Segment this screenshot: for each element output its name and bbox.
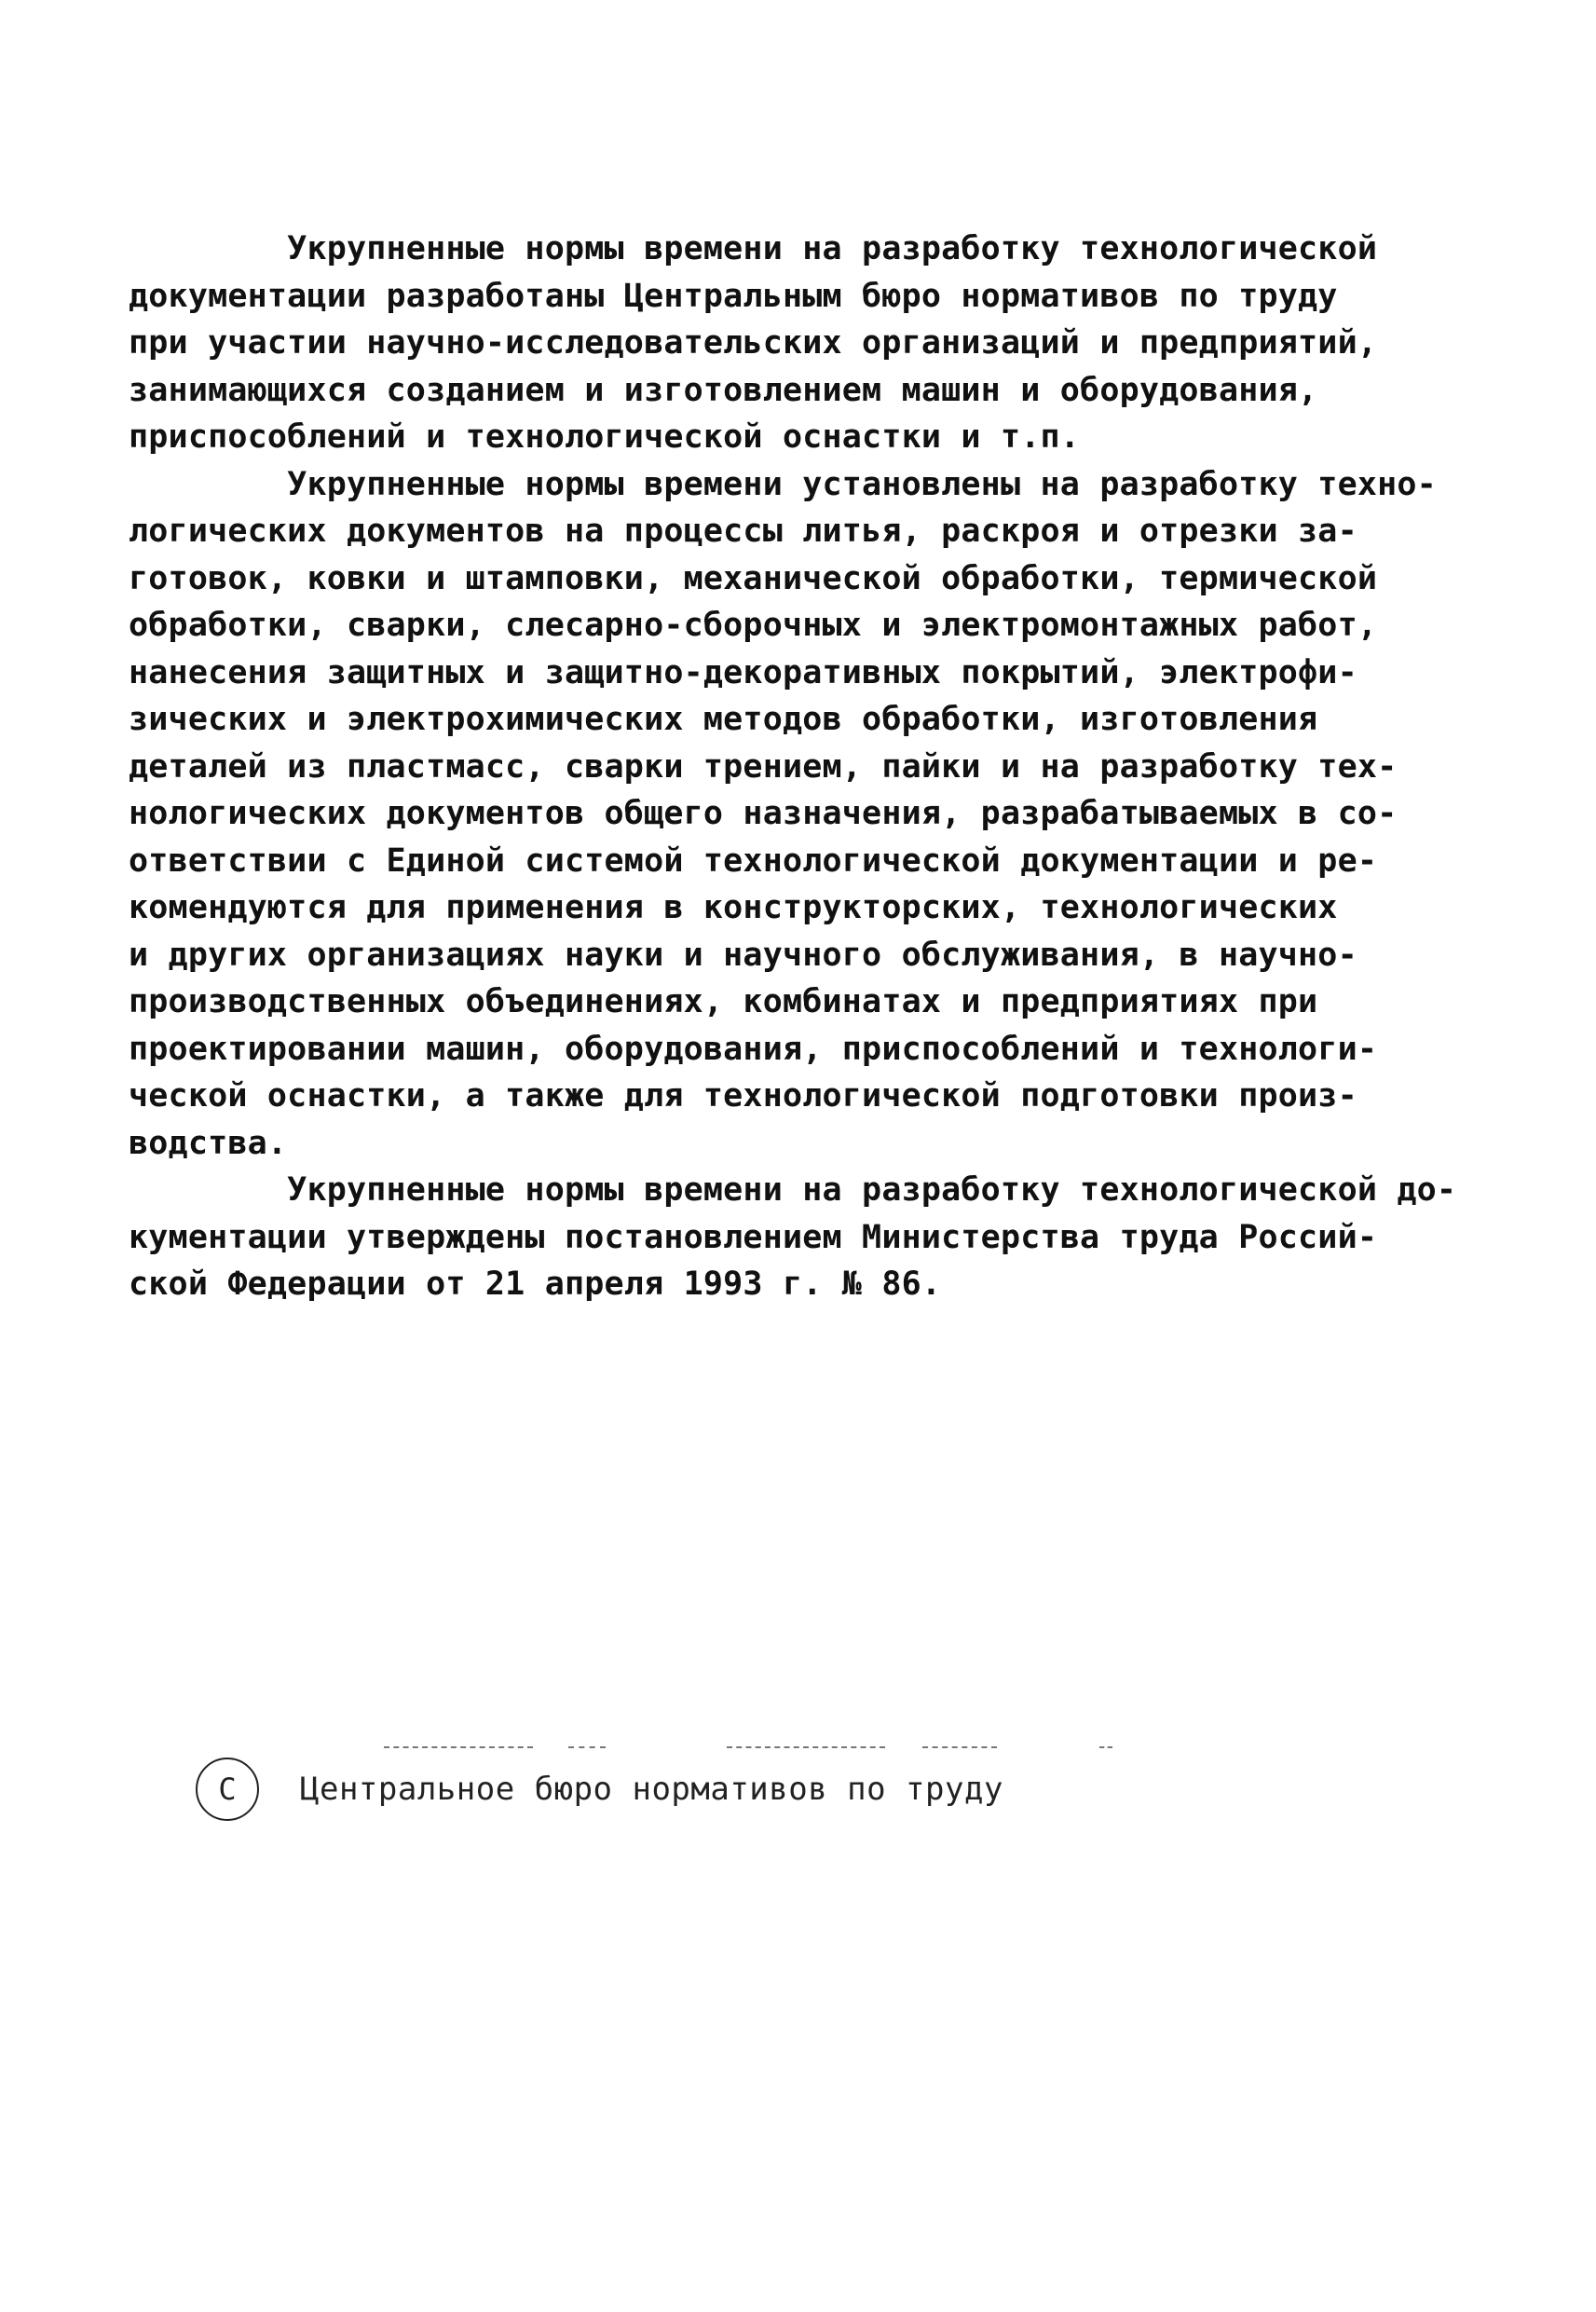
text-line: кументации утверждены постановлением Министерства труда Россий- [129, 1218, 1378, 1256]
text-line: ской Федерации от 21 апреля 1993 г. № 86. [129, 1265, 942, 1303]
copyright-notice [196, 1752, 1003, 1826]
text-line: обработки, сварки, слесарно-сборочных и электромонтажных работ, [129, 607, 1378, 644]
copyright-text: Центральное бюро нормативов по труду [300, 1771, 1003, 1808]
paragraph-2 [129, 461, 1470, 1168]
document-body [129, 226, 1470, 1308]
text-line: деталей из пластмасс, сварки трением, пайки и на разработку тех- [129, 747, 1398, 786]
text-line: нологических документов общего назначения, разрабатываемых в со- [129, 795, 1398, 832]
text-line: готовок, ковки и штамповки, механической обработки, термической [129, 559, 1378, 597]
text-line: логических документов на процессы литья, раскроя и отрезки за- [129, 513, 1357, 550]
text-line: Укрупненные нормы времени установлены на разработку техно- [129, 465, 1437, 503]
footer-divider [727, 1746, 885, 1748]
text-line: Укрупненные нормы времени на разработку технологической [129, 230, 1378, 267]
text-line: занимающихся созданием и изготовлением машин и оборудования, [129, 371, 1318, 409]
paragraph-3 [129, 1167, 1470, 1308]
text-line: нанесения защитных и защитно-декоративных покрытий, электрофи- [129, 653, 1357, 691]
text-line: зических и электрохимических методов обработки, изготовления [129, 701, 1318, 738]
copyright-symbol: C [218, 1772, 237, 1807]
text-line: при участии научно-исследовательских организаций и предприятий, [129, 324, 1378, 362]
footer-divider [384, 1746, 533, 1748]
text-line: проектировании машин, оборудования, приспособлений и технологи- [129, 1030, 1378, 1068]
text-line: документации разработаны Центральным бюро нормативов по труду [129, 277, 1338, 315]
text-line: производственных объединениях, комбинатах и предприятиях при [129, 983, 1318, 1020]
text-line: ответствии с Единой системой технологической документации и ре- [129, 841, 1378, 880]
footer-divider [568, 1746, 606, 1748]
text-line: Укрупненные нормы времени на разработку технологической до- [129, 1171, 1457, 1209]
footer-divider [1099, 1746, 1112, 1748]
text-line: и других организациях науки и научного обслуживания, в научно- [129, 936, 1357, 974]
copyright-icon [196, 1758, 259, 1821]
footer-divider [922, 1746, 997, 1748]
text-line: водства. [129, 1124, 288, 1162]
text-line: комендуются для применения в конструкторских, технологических [129, 889, 1338, 926]
paragraph-1 [129, 226, 1470, 461]
text-line: приспособлений и технологической оснастки и т.п. [129, 418, 1081, 456]
text-line: ческой оснастки, а также для технологической подготовки произ- [129, 1077, 1357, 1115]
